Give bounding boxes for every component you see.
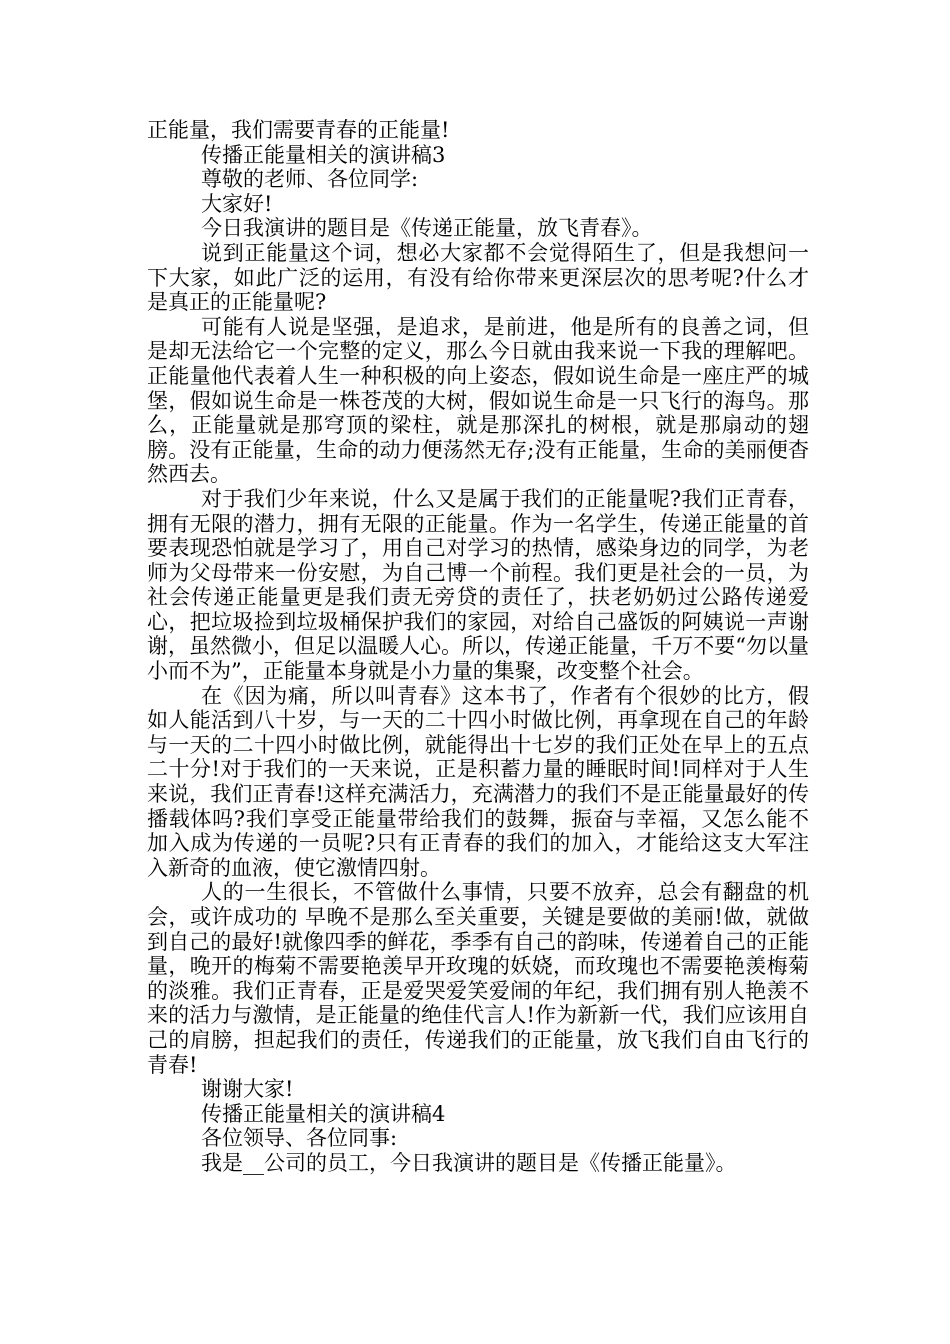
paragraph: 今日我演讲的题目是《传递正能量，放飞青春》。 [201,216,653,241]
paragraph: 说到正能量这个词，想必大家都不会觉得陌生了，但是我想问一下大家，如此广泛的运用，有没有给你带来更深层次的思考呢?什么才是真正的正能量呢? [147,240,809,315]
salutation: 各位领导、各位同事: [201,1126,398,1151]
paragraph: 在《因为痛，所以叫青春》这本书了，作者有个很妙的比方，假如人能活到八十岁，与一天的二十四小时做比例，再拿现在自己的年龄与一天的二十四小时做比例，就能得出十七岁的我们正处在早上的五点二十分!对于我们的一天来说，正是积蓄力量的睡眠时间!同样对于人生来说，我们正青春!这样充满活力，充满潜力的我们不是正能量最好的传播载体吗?我们享受正能量带给我们的鼓舞，振奋与幸福，又怎么能不加入成为传递的一员呢?只有正青春的我们的加入，才能给这支大军注入新奇的血液，使它激情四射。 [147,683,809,880]
paragraph: 正能量，我们需要青春的正能量! [147,118,450,142]
greeting: 大家好! [201,191,273,216]
section-heading: 传播正能量相关的演讲稿3 [201,142,446,167]
section-heading: 传播正能量相关的演讲稿4 [201,1101,446,1126]
paragraph: 我是__公司的员工，今日我演讲的题目是《传播正能量》。 [201,1150,737,1175]
salutation: 尊敬的老师、各位同学: [201,167,419,192]
paragraph: 对于我们少年来说，什么又是属于我们的正能量呢?我们正青春，拥有无限的潜力，拥有无限的正能量。作为一名学生，传递正能量的首要表现恐怕就是学习了，用自己对学习的热情，感染身边的同学，为老师为父母带来一份安慰，为自己博一个前程。我们更是社会的一员，为社会传递正能量更是我们责无旁贷的责任了，扶老奶奶过公路传递爱心，把垃圾捡到垃圾桶保护我们的家园，对给自己盛饭的阿姨说一声谢谢，虽然微小，但足以温暖人心。所以，传递正能量，千万不要“勿以量小而不为”，正能量本身就是小力量的集聚，改变整个社会。 [147,486,809,684]
closing: 谢谢大家! [201,1077,294,1102]
document-body [147,118,809,1176]
paragraph: 可能有人说是坚强，是追求，是前进，他是所有的良善之词，但是却无法给它一个完整的定义，那么今日就由我来说一下我的理解吧。正能量他代表着人生一种积极的向上姿态，假如说生命是一座庄严的城堡，假如说生命是一株苍茂的大树，假如说生命是一只飞行的海鸟。那么，正能量就是那穹顶的梁柱，就是那深扎的树根，就是那扇动的翅膀。没有正能量，生命的动力便荡然无存;没有正能量，生命的美丽便杳然西去。 [147,314,809,487]
paragraph: 人的一生很长，不管做什么事情，只要不放弃，总会有翻盘的机会，或许成功的 早晚不是那么至关重要，关键是要做的美丽!做，就做到自己的最好!就像四季的鲜花，季季有自己的韵味，传递着自己的正能量，晚开的梅菊不需要艳羡早开玫瑰的妖娆，而玫瑰也不需要艳羡梅菊的淡雅。我们正青春，正是爱哭爱笑爱闹的年纪，我们拥有别人艳羡不来的活力与激情，是正能量的绝佳代言人!作为新新一代，我们应该用自己的肩膀，担起我们的责任，传递我们的正能量，放飞我们自由飞行的青春! [147,880,809,1077]
